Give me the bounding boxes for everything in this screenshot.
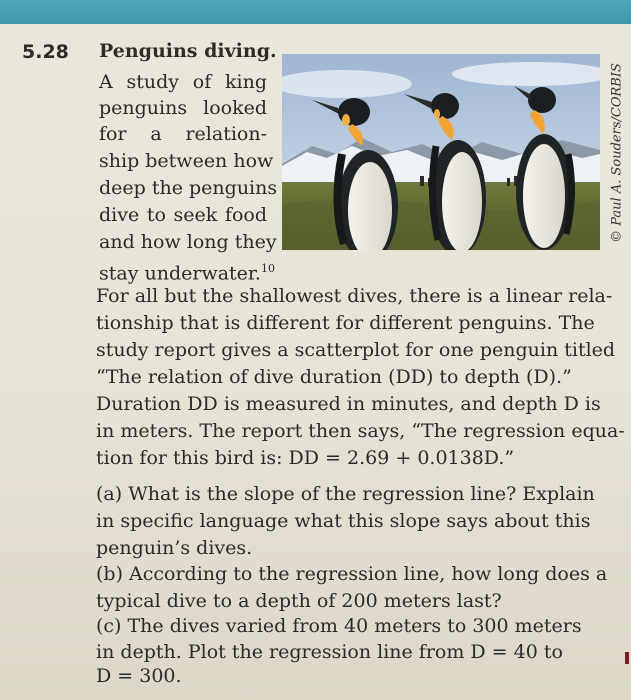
wrapped-line: dive to seek food bbox=[99, 204, 267, 226]
wrapped-line: ship between how bbox=[99, 150, 274, 172]
footnote-marker: 10 bbox=[260, 262, 275, 275]
part-line: typical dive to a depth of 200 meters last? bbox=[96, 590, 502, 612]
body-line: Duration DD is measured in minutes, and depth D is bbox=[96, 393, 601, 415]
page-edge-mark bbox=[625, 652, 629, 664]
body-line: in meters. The report then says, “The regression equa- bbox=[96, 420, 625, 442]
part-line: (c) The dives varied from 40 meters to 300 meters bbox=[96, 615, 582, 637]
problem-title: Penguins diving. bbox=[99, 40, 277, 62]
body-line: For all but the shallowest dives, there is a linear rela- bbox=[96, 285, 613, 307]
part-line: in specific language what this slope says about this bbox=[96, 510, 591, 532]
wrapped-line: and how long they bbox=[99, 231, 277, 253]
body-line: study report gives a scatterplot for one penguin titled bbox=[96, 339, 616, 361]
wrapped-line: penguins looked bbox=[99, 97, 267, 119]
penguin-photo bbox=[282, 54, 600, 250]
part-line: penguin’s dives. bbox=[96, 537, 253, 559]
part-line: in depth. Plot the regression line from D = 40 to bbox=[96, 641, 563, 663]
stay-text: stay underwater. bbox=[99, 262, 261, 285]
part-line: (a) What is the slope of the regression line? Explain bbox=[96, 483, 595, 505]
wrapped-line: deep the penguins bbox=[99, 177, 278, 199]
body-line: tionship that is different for different penguins. The bbox=[96, 312, 595, 334]
photo-credit-text: © Paul A. Souders/CORBIS bbox=[609, 63, 625, 243]
photo-credit bbox=[607, 55, 627, 251]
penguin-illustration bbox=[282, 54, 600, 250]
body-line: “The relation of dive duration (DD) to depth (D).” bbox=[96, 366, 572, 388]
header-band bbox=[0, 0, 631, 24]
stay-line bbox=[99, 257, 599, 285]
part-line: (b) According to the regression line, how long does a bbox=[96, 563, 608, 585]
body-line: tion for this bird is: DD = 2.69 + 0.0138D.” bbox=[96, 447, 515, 469]
wrapped-line: for a relation- bbox=[99, 123, 267, 145]
wrapped-line: A study of king bbox=[99, 71, 267, 93]
problem-number: 5.28 bbox=[22, 41, 69, 63]
part-line: D = 300. bbox=[96, 665, 182, 687]
